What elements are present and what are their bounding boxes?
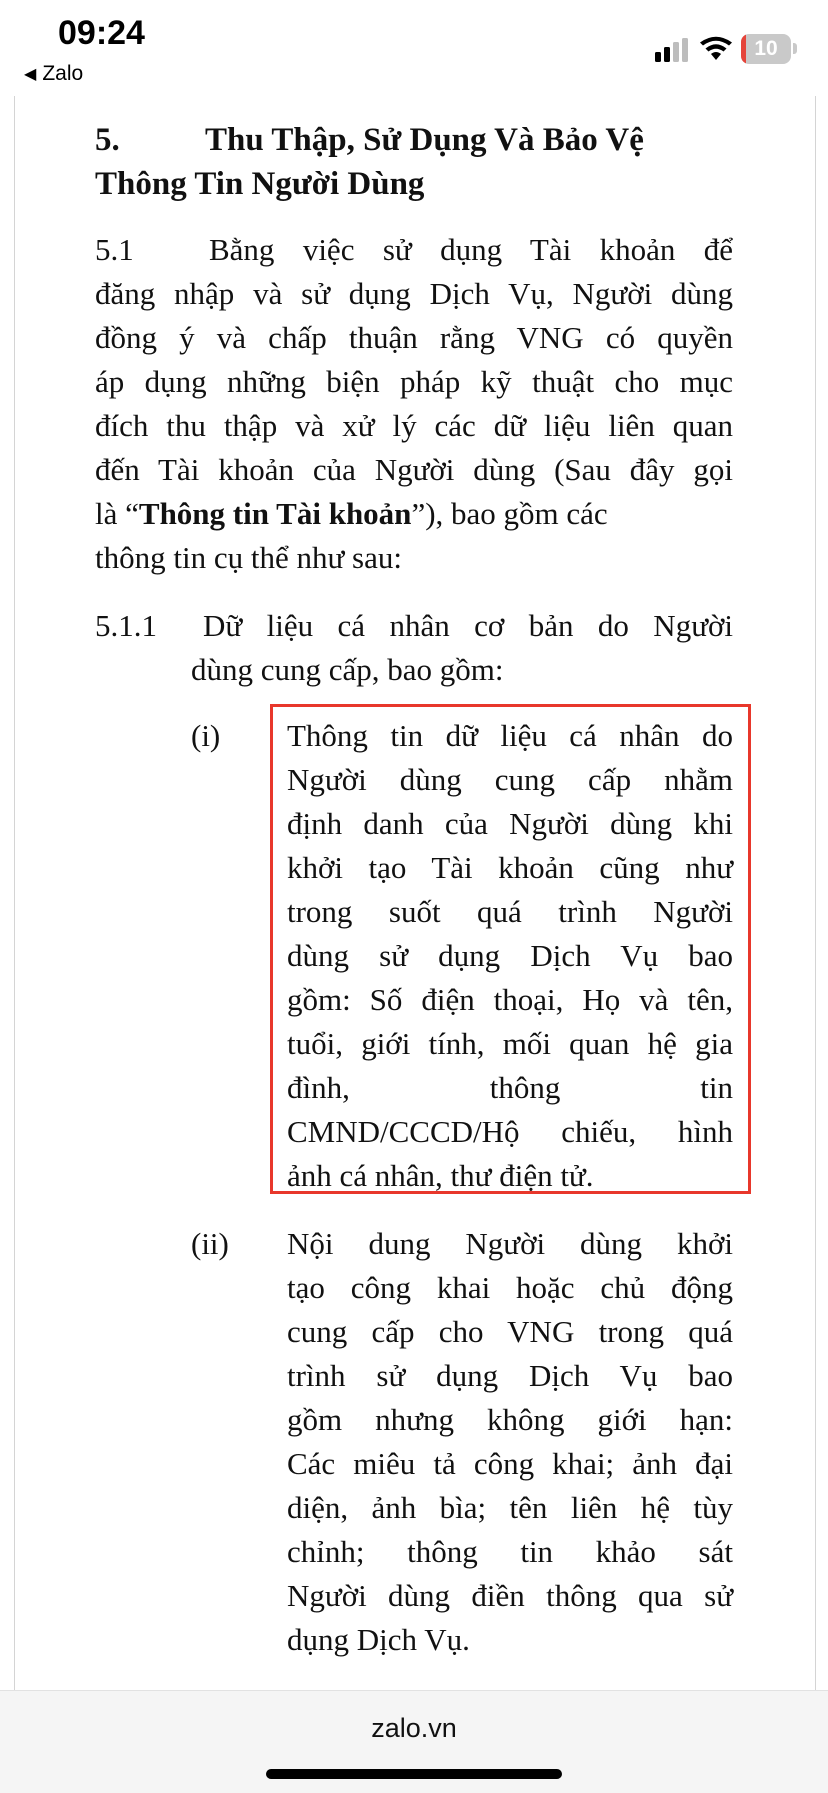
item-i-line: Người dùng cung cấp nhằm — [287, 762, 733, 797]
clause-5-1-line: đồng ý và chấp thuận rằng VNG có quyền — [95, 320, 733, 355]
item-i-line: định danh của Người dùng khi — [287, 806, 733, 841]
clause-5-1-line: áp dụng những biện pháp kỹ thuật cho mục — [95, 364, 733, 399]
item-ii-line: trình sử dụng Dịch Vụ bao — [287, 1358, 733, 1393]
item-i-line: CMND/CCCD/Hộ chiếu, hình — [287, 1114, 733, 1149]
clause-5-1-line: đích thu thập và xử lý các dữ liệu liên quan — [95, 408, 733, 443]
item-i-line: ảnh cá nhân, thư điện tử. — [287, 1158, 594, 1193]
item-ii-line: Người dùng điền thông qua sử — [287, 1578, 733, 1613]
item-i-line: tuổi, giới tính, mối quan hệ gia — [287, 1026, 733, 1061]
item-ii-line: diện, ảnh bìa; tên liên hệ tùy — [287, 1490, 733, 1525]
battery-nub — [793, 43, 797, 54]
status-time: 09:24 — [58, 14, 145, 52]
clause-5-1-number: 5.1 — [95, 232, 134, 267]
item-ii-line: cung cấp cho VNG trong quá — [287, 1314, 733, 1349]
item-i-line: khởi tạo Tài khoản cũng như — [287, 850, 733, 885]
section-title-line2: Thông Tin Người Dùng — [95, 166, 425, 202]
cellular-signal-icon — [655, 38, 689, 62]
item-i-marker: (i) — [191, 718, 221, 753]
item-ii-line: Các miêu tả công khai; ảnh đại — [287, 1446, 733, 1481]
item-i-line: dùng sử dụng Dịch Vụ bao — [287, 938, 733, 973]
item-ii-line: gồm nhưng không giới hạn: — [287, 1402, 733, 1437]
item-i-line: Thông tin dữ liệu cá nhân do — [287, 718, 733, 753]
defined-term-account-info: Thông tin Tài khoản — [138, 496, 412, 531]
item-ii-line: chỉnh; thông tin khảo sát — [287, 1534, 733, 1569]
item-i-line: đình, thông tin — [287, 1070, 733, 1105]
back-to-app-link[interactable] — [24, 62, 83, 86]
item-ii-marker: (ii) — [191, 1226, 229, 1261]
item-i-line: gồm: Số điện thoại, Họ và tên, — [287, 982, 733, 1017]
clause-5-1-1-line: dùng cung cấp, bao gồm: — [191, 652, 504, 687]
url-label[interactable]: zalo.vn — [371, 1713, 457, 1743]
clause-5-1-line: đến Tài khoản của Người dùng (Sau đây gọi — [95, 452, 733, 487]
status-bar — [0, 0, 828, 96]
clause-5-1-line-with-term — [95, 496, 733, 532]
section-number: 5. — [95, 122, 120, 158]
battery-icon — [741, 34, 791, 64]
item-i-line: trong suốt quá trình Người — [287, 894, 733, 929]
clause-5-1-1-line: Dữ liệu cá nhân cơ bản do Người — [203, 608, 733, 643]
clause-5-1-line: thông tin cụ thể như sau: — [95, 540, 402, 575]
clause-5-1-term-line — [95, 496, 608, 532]
browser-bottom-bar — [0, 1690, 828, 1793]
section-title-line1: Thu Thập, Sử Dụng Và Bảo Vệ — [205, 122, 644, 158]
clause-5-1-line: Bằng việc sử dụng Tài khoản để — [209, 232, 733, 267]
item-ii-line: Nội dung Người dùng khởi — [287, 1226, 733, 1261]
wifi-icon — [699, 36, 733, 62]
document-page[interactable] — [14, 96, 816, 1690]
item-ii-line: tạo công khai hoặc chủ động — [287, 1270, 733, 1305]
term-prefix: là “ — [95, 496, 139, 531]
back-arrow-icon: ◀ — [24, 66, 37, 83]
item-ii-line: dụng Dịch Vụ. — [287, 1622, 470, 1657]
clause-5-1-1-number: 5.1.1 — [95, 608, 157, 643]
clause-5-1-line: đăng nhập và sử dụng Dịch Vụ, Người dùng — [95, 276, 733, 311]
battery-level: 10 — [754, 37, 778, 60]
term-suffix: ”), bao gồm các — [411, 496, 608, 531]
home-indicator[interactable] — [266, 1769, 562, 1779]
back-app-label: Zalo — [42, 62, 84, 85]
